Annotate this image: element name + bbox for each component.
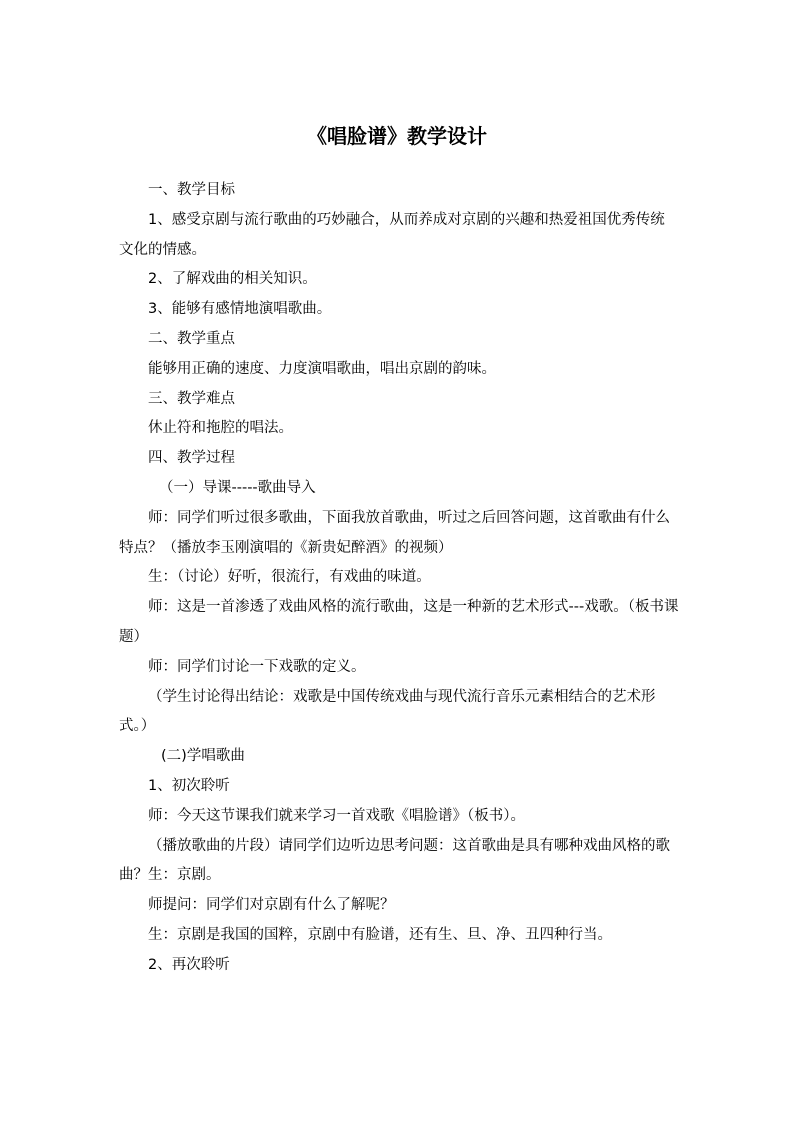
step-first-listen: 1、初次聆听 bbox=[148, 777, 230, 794]
heading-process: 四、教学过程 bbox=[148, 450, 235, 467]
objective-3: 3、能够有感情地演唱歌曲。 bbox=[148, 301, 332, 318]
paragraph-teacher-1: 师：同学们听过很多歌曲，下面我放首歌曲，听过之后回答问题，这首歌曲有什么特点？（播放李玉刚演唱的《新贵妃醉酒》的视频） bbox=[119, 509, 670, 556]
step-second-listen: 2、再次聆听 bbox=[148, 956, 230, 973]
paragraph-teacher-3: 师：同学们讨论一下戏歌的定义。 bbox=[148, 658, 366, 675]
document-body bbox=[119, 176, 679, 981]
difficulty-text: 休止符和拖腔的唱法。 bbox=[148, 420, 293, 437]
paragraph-teacher-4: 师：今天这节课我们就来学习一首戏歌《唱脸谱》（板书）。 bbox=[148, 807, 525, 824]
paragraph-teacher-question: 师提问：同学们对京剧有什么了解呢？ bbox=[148, 897, 395, 914]
subheading-learn-song: (二)学唱歌曲 bbox=[161, 748, 245, 765]
heading-key-points: 二、教学重点 bbox=[148, 330, 235, 347]
document-title: 《唱脸谱》教学设计 bbox=[307, 124, 487, 148]
heading-objectives: 一、教学目标 bbox=[148, 182, 235, 198]
paragraph-play-song: （播放歌曲的片段）请同学们边听边思考问题：这首歌曲是具有哪种戏曲风格的歌曲？生：京剧。 bbox=[119, 837, 670, 884]
paragraph-student-1: 生：（讨论）好听，很流行，有戏曲的味道。 bbox=[148, 569, 431, 586]
objective-2: 2、了解戏曲的相关知识。 bbox=[148, 271, 317, 288]
paragraph-student-2: 生：京剧是我国的国粹，京剧中有脸谱，还有生、旦、净、丑四种行当。 bbox=[148, 926, 612, 943]
subheading-introduction: （一）导课-----歌曲导入 bbox=[159, 479, 316, 496]
key-point-text: 能够用正确的速度、力度演唱歌曲，唱出京剧的韵味。 bbox=[148, 360, 496, 377]
paragraph-conclusion: （学生讨论得出结论：戏歌是中国传统戏曲与现代流行音乐元素相结合的艺术形式。） bbox=[119, 688, 656, 735]
heading-difficulties: 三、教学难点 bbox=[148, 390, 235, 407]
paragraph-teacher-2: 师：这是一首渗透了戏曲风格的流行歌曲，这是一种新的艺术形式---戏歌。（板书课题） bbox=[119, 599, 679, 645]
objective-1: 1、感受京剧与流行歌曲的巧妙融合，从而养成对京剧的兴趣和热爱祖国优秀传统文化的情感。 bbox=[119, 211, 665, 258]
